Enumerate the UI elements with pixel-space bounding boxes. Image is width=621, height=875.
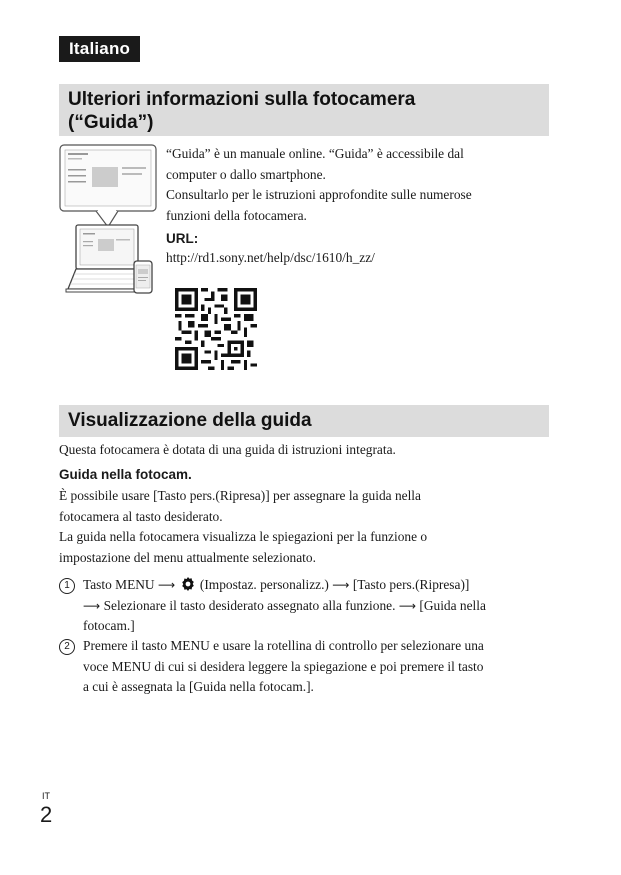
section-heading-line1: Ulteriori informazioni sulla fotocamera (68, 89, 416, 110)
body-line: È possibile usare [Tasto pers.(Ripresa)] per assegnare la guida nella (59, 488, 421, 503)
intro-line: funzioni della fotocamera. (166, 207, 307, 223)
arrow-right-icon: ⟶ (398, 598, 417, 613)
step-2 (59, 636, 551, 698)
gear-icon (179, 576, 197, 592)
step-text: Selezionare il tasto desiderato assegnato alla funzione. (103, 597, 396, 613)
step-text: Premere il tasto MENU e usare la rotellina di controllo per selezionare una (83, 638, 484, 653)
intro-line: Consultarlo per le istruzioni approfondite sulle numerose (166, 187, 472, 202)
intro-line: computer o dallo smartphone. (166, 166, 326, 182)
arrow-right-icon: ⟶ (83, 598, 101, 613)
intro-line: “Guida” è un manuale online. “Guida” è accessibile dal (166, 146, 464, 161)
step-number-2: 2 (59, 639, 75, 655)
arrow-right-icon: ⟶ (332, 578, 350, 592)
arrow-right-icon: ⟶ (157, 578, 176, 592)
step-text: voce MENU di cui si desidera leggere la spiegazione e poi premere il tasto (83, 658, 484, 674)
body-line: fotocamera al tasto desiderato. (59, 508, 223, 524)
qr-code (175, 288, 257, 370)
page-number: 2 (40, 802, 53, 827)
section-heading-view-guide: Visualizzazione della guida (59, 405, 549, 437)
step-text: fotocam.] (83, 618, 135, 633)
view-guide-intro: Questa fotocamera è dotata di una guida di istruzioni integrata. (59, 442, 396, 457)
step-1 (59, 575, 551, 637)
step-text: Tasto MENU (83, 577, 155, 592)
computer-smartphone-illustration (56, 143, 160, 303)
step-text: [Guida nella (419, 597, 486, 613)
url-label: URL: (166, 231, 199, 246)
step-2-text (83, 636, 551, 698)
subheading-in-camera-guide: Guida nella fotocam. (59, 467, 192, 482)
page-language-code: IT (42, 791, 50, 801)
guide-url[interactable]: http://rd1.sony.net/help/dsc/1610/h_zz/ (166, 250, 375, 265)
step-text: [Tasto pers.(Ripresa)] (352, 577, 470, 592)
body-line: impostazione del menu attualmente selezionato. (59, 549, 316, 565)
guide-intro (166, 144, 551, 226)
step-text: a cui è assegnata la [Guida nella fotocam.]. (83, 679, 314, 694)
step-number-1: 1 (59, 578, 75, 594)
language-tab: Italiano (59, 36, 140, 62)
section-heading-guide (59, 84, 549, 136)
step-text: (Impostaz. personalizz.) (199, 577, 329, 592)
section-heading-line2: (“Guida”) (68, 112, 154, 133)
step-1-text (83, 575, 551, 637)
in-camera-guide-body (59, 486, 551, 568)
body-line: La guida nella fotocamera visualizza le spiegazioni per la funzione o (59, 529, 428, 544)
